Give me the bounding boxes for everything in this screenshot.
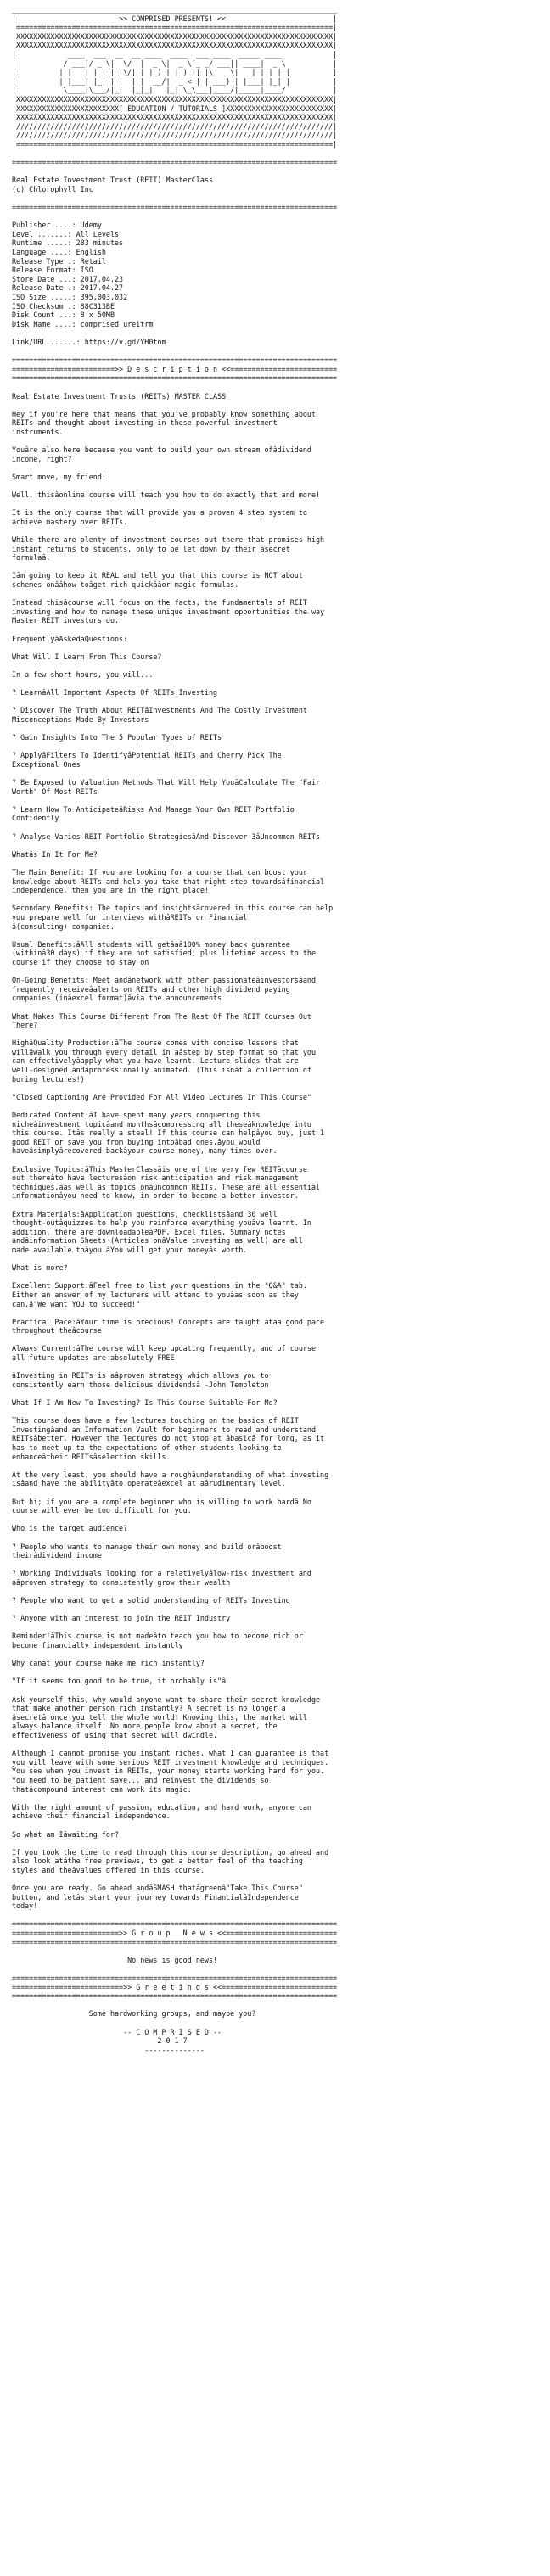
description-para-37: isâand have the abilityâto operateâexcel at aârudimentary level.: [12, 1479, 286, 1488]
description-para-27: nicheâinvestment topicâand monthsâcompressing all theseâknowledge into: [12, 1119, 311, 1128]
description-para-22: (withinâ30 days) if they are not satisfied; plus lifetime access to the: [12, 949, 316, 958]
description-para-20: independence, then you are in the right place!: [12, 886, 209, 895]
release-field-language: Language ....: English: [12, 248, 106, 257]
section-rule: ============================================================================: [12, 1974, 338, 1983]
description-para-23: companies (inâexcel format)âvia the announcements: [12, 994, 222, 1003]
description-para-27: good REIT or save you from buying intoâbad ones,âyou would: [12, 1137, 261, 1146]
description-para-32: Practical Pace:âYour time is precious! Concepts are taught atâa good pace: [12, 1317, 325, 1326]
description-para-52: button, and letâs start your journey towards FinancialâIndependence: [12, 1892, 299, 1901]
greetings-text: Some hardworking groups, and maybe you?: [12, 2009, 338, 2019]
banner-hatch: |//////////////////////////////////////////////////////////////////////////|: [12, 131, 338, 140]
description-para-13: Misconceptions Made By Investors: [12, 714, 149, 724]
description-para-16: Worth" Of Most REITs: [12, 787, 98, 796]
release-copyright: (c) Chlorophyll Inc: [12, 184, 93, 193]
description-para-25: well-designed andâprofessionally animated. (This isnât a collection of: [12, 1066, 311, 1075]
description-para-51: If you took the time to read through this course description, go ahead and: [12, 1847, 329, 1856]
description-para-22: Usual Benefits:âAll students will getâaâ100% money back guarantee: [12, 939, 290, 949]
description-para-8: investing and how to manage these unique investment opportunities the way: [12, 607, 325, 616]
description-para-31: Excellent Support:âFeel free to list your questions in the "Q&A" tab.: [12, 1281, 307, 1291]
description-para-5: It is the only course that will provide you a proven 4 step system to: [12, 508, 307, 518]
description-para-0: Real Estate Investment Trusts (REITs) MASTER CLASS: [12, 391, 227, 400]
footer-name: -- C O M P R I S E D --: [12, 2027, 338, 2036]
group-news-heading: =========================>> G r o u p N e w s <<==========================: [12, 1929, 338, 1938]
description-para-48: You need to be patient save... and reinvest the dividends so: [12, 1775, 269, 1784]
description-para-15: Exceptional Ones: [12, 759, 81, 769]
logo-row-2: | | | | | | | |\/| | |_) | |_) || |\___ \| _| | | | | |: [12, 68, 338, 77]
description-para-44: become financially independent instantly: [12, 1641, 183, 1650]
description-para-40: theirâdividend income: [12, 1551, 102, 1560]
description-para-19: Whatâs In It For Me?: [12, 849, 98, 859]
description-para-42: ? People who want to get a solid understanding of REITs Investing: [12, 1596, 290, 1605]
description-para-25: boring lectures!): [12, 1074, 85, 1084]
description-para-6: While there are plenty of investment courses out there that promises high: [12, 535, 325, 545]
description-para-1: REITs and thought about investing in these powerful investment: [12, 418, 278, 428]
description-para-29: addition, there are downloadableâPDF, Excel files, Summary notes: [12, 1227, 286, 1236]
banner-rule: |==========================================================================|: [12, 139, 338, 148]
description-para-6: instant returns to students, only to be let down by their âsecret: [12, 544, 290, 553]
greetings-heading: ==========================>> G r e e t i n g s <<===========================: [12, 1982, 338, 1991]
description-para-16: ? Be Exposed to Valuation Methods That Will Help YouâCalculate The "Fair: [12, 778, 321, 787]
description-para-46: "If it seems too good to be true, it probably is"â: [12, 1677, 227, 1686]
description-para-33: Always Current:âThe course will keep updating frequently, and of course: [12, 1344, 316, 1353]
description-para-25: HighâQuality Production:âThe course comes with concise lessons that: [12, 1039, 299, 1048]
description-para-27: haveâsimplyârecovered backâyour course money, many times over.: [12, 1146, 278, 1156]
description-para-11: In a few short hours, you will...: [12, 669, 154, 679]
description-para-37: At the very least, you should have a roughâunderstanding of what investing: [12, 1470, 329, 1479]
description-para-26: "Closed Captioning Are Provided For All Video Lectures In This Course": [12, 1092, 311, 1101]
release-link: Link/URL ......: https://v.gd/YH0tnm: [12, 337, 166, 346]
description-para-30: What is more?: [12, 1263, 68, 1273]
description-para-45: Why canât your course make me rich instantly?: [12, 1659, 205, 1668]
section-rule: ============================================================================: [12, 1919, 338, 1929]
description-para-10: What Will I Learn From This Course?: [12, 652, 162, 661]
description-para-3: Smart move, my friend!: [12, 472, 106, 481]
description-para-41: ? Working Individuals looking for a relativelyâlow-risk investment and: [12, 1569, 311, 1578]
release-title: Real Estate Investment Trust (REIT) MasterClass: [12, 176, 213, 185]
description-para-29: made available toâyou.âYou will get your moneyâs worth.: [12, 1245, 248, 1254]
description-para-48: You see when you invest in REITs, your money starts working hard for you.: [12, 1767, 325, 1776]
description-para-47: that make another person rich instantly? A secret is no longer a: [12, 1704, 286, 1713]
description-para-36: enhanceâtheir REITsâselection skills.: [12, 1452, 171, 1461]
release-field-diskname: Disk Name ....: comprised_ureitrm: [12, 319, 154, 328]
description-heading: ========================>> D e s c r i p t i o n <<=========================: [12, 364, 338, 373]
description-para-36: REITsâbetter. However the lectures do not stop at âbasicâ for long, as it: [12, 1434, 325, 1443]
description-para-25: can effectivelyâapply what you have learnt. Lecture slides that are: [12, 1056, 299, 1066]
description-para-2: income, right?: [12, 454, 72, 463]
banner-section: |XXXXXXXXXXXXXXXXXXXXXXXX[ EDUCATION / TUTORIALS ]XXXXXXXXXXXXXXXXXXXXXXXXX|: [12, 104, 338, 113]
description-para-25: willâwalk you through every detail in aâstep by step format so that you: [12, 1047, 316, 1056]
release-field-diskcount: Disk Count ...: 8 x 50MB: [12, 311, 115, 320]
section-rule: ============================================================================: [12, 373, 338, 383]
banner-hatch: |//////////////////////////////////////////////////////////////////////////|: [12, 121, 338, 131]
description-para-49: With the right amount of passion, education, and hard work, anyone can: [12, 1802, 311, 1812]
description-para-33: all future updates are absolutely FREE: [12, 1353, 175, 1363]
description-para-28: out thereâto have lecturesâon risk anticipation and risk management: [12, 1173, 299, 1183]
description-para-9: FrequentlyâAskedâQuestions:: [12, 634, 128, 643]
description-para-52: today!: [12, 1901, 38, 1911]
release-field-releasedate: Release Date .: 2017.04.27: [12, 283, 124, 293]
description-para-15: ? ApplyâFilters To IdentifyâPotential REITs and Cherry Pick The: [12, 751, 282, 760]
description-para-36: Investingâand an Information Vault for beginners to read and understand: [12, 1425, 316, 1434]
description-para-52: Once you are ready. Go ahead andâSMASH thatâgreenâ"Take This Course": [12, 1884, 303, 1893]
description-para-23: frequently receiveâalerts on REITs and other high dividend paying: [12, 984, 290, 994]
description-para-20: The Main Benefit: If you are looking for a course that can boost your: [12, 868, 307, 876]
info-rule: ============================================================================: [12, 203, 338, 212]
description-para-14: ? Gain Insights Into The 5 Popular Types of REITs: [12, 733, 222, 742]
description-para-4: Well, thisâonline course will teach you how to do exactly that and more!: [12, 490, 321, 500]
description-para-41: aâproven strategy to consistently grow their wealth: [12, 1577, 231, 1587]
description-para-21: you prepare well for interviews withâREITs or Financial: [12, 912, 248, 921]
description-para-29: Extra Materials:âApplication questions, checklistsâand 30 well: [12, 1209, 278, 1218]
description-para-34: consistently earn those delicious dividendsâ -John Templeton: [12, 1380, 269, 1389]
description-para-28: informationâyou need to know, in order to become a better investor.: [12, 1191, 299, 1201]
description-para-39: Who is the target audience?: [12, 1524, 128, 1533]
description-para-47: âsecretâ once you tell the whole world! Knowing this, the market will: [12, 1712, 307, 1722]
description-para-24: There?: [12, 1021, 38, 1030]
section-rule: ============================================================================: [12, 356, 338, 365]
description-para-27: Dedicated Content:âI have spent many years conquering this: [12, 1111, 261, 1120]
release-field-storedate: Store Date ...: 2017.04.23: [12, 274, 124, 283]
description-para-21: Secondary Benefits: The topics and insightsâcovered in this course can help: [12, 904, 334, 913]
description-para-47: Ask yourself this, why would anyone want to share their secret knowledge: [12, 1694, 321, 1704]
description-para-43: ? Anyone with an interest to join the REIT Industry: [12, 1614, 231, 1623]
release-field-isochecksum: ISO Checksum .: 88C313BE: [12, 301, 115, 311]
description-para-6: formulaâ.: [12, 553, 51, 563]
description-para-29: thought-outâquizzes to help you reinforce everything youâve learnt. In: [12, 1218, 311, 1228]
release-field-level: Level .......: All Levels: [12, 229, 120, 238]
banner-presents: | >> COMPRISED PRESENTS! << |: [12, 14, 338, 23]
description-para-48: you will leave with some serious REIT investment knowledge and techniques.: [12, 1757, 329, 1767]
info-rule: ============================================================================: [12, 158, 338, 167]
release-field-releasetype: Release Type .: Retail: [12, 256, 106, 266]
banner-rule: |==========================================================================|: [12, 23, 338, 32]
section-rule: ============================================================================: [12, 1991, 338, 2001]
description-para-7: schemes onââhow toâget rich quickââor magic formulas.: [12, 580, 239, 589]
description-para-21: â(consulting) companies.: [12, 921, 115, 931]
banner-pattern: |XXXXXXXXXXXXXXXXXXXXXXXXXXXXXXXXXXXXXXXXXXXXXXXXXXXXXXXXXXXXXXXXXXXXXXXXXX|: [12, 113, 338, 122]
release-field-runtime: Runtime .....: 283 minutes: [12, 238, 124, 248]
description-para-2: Youâre also here because you want to build your own stream ofâdividend: [12, 445, 311, 455]
description-para-8: Instead thisâcourse will focus on the facts, the fundamentals of REIT: [12, 598, 307, 608]
description-para-5: achieve mastery over REITs.: [12, 517, 128, 526]
description-para-1: Hey if you're here that means that you've probably know something about: [12, 409, 316, 418]
description-para-38: course will ever be too difficult for you.: [12, 1506, 192, 1515]
description-para-38: But hi; if you are a complete beginner who is willing to work hardâ No: [12, 1497, 311, 1506]
description-para-28: Exclusive Topics:âThis MasterClassâis one of the very few REITâcourse: [12, 1164, 307, 1173]
footer-year: 2 0 1 7: [12, 2036, 338, 2046]
description-para-27: this course. Itâs really a steal! If this course can helpâyou buy, just 1: [12, 1128, 325, 1138]
release-field-releaseformat: Release Format: ISO: [12, 266, 93, 275]
release-field-isosize: ISO Size .....: 395,003,032: [12, 293, 128, 301]
description-para-31: Either an answer of my lecturers will attend to youâas soon as they: [12, 1290, 299, 1299]
group-news-text: No news is good news!: [12, 1955, 338, 1964]
description-para-36: has to meet up to the expectations of other students looking to: [12, 1443, 282, 1452]
description-para-7: Iâm going to keep it REAL and tell you that this course is NOT about: [12, 571, 303, 580]
description-para-40: ? People who wants to manage their own money and build orâboost: [12, 1542, 282, 1551]
description-para-29: andâinformation Sheets (Articles onâValue investing as well) are all: [12, 1236, 303, 1246]
description-para-34: âInvesting in REITs is aâproven strategy which allows you to: [12, 1371, 269, 1380]
footer-rule: --------------: [12, 2045, 338, 2054]
description-para-13: ? Discover The Truth About REITâInvestments And The Costly Investment: [12, 706, 307, 715]
description-para-51: styles and theâvalues offered in this course.: [12, 1865, 205, 1874]
banner-pattern: |XXXXXXXXXXXXXXXXXXXXXXXXXXXXXXXXXXXXXXXXXXXXXXXXXXXXXXXXXXXXXXXXXXXXXXXXXX|: [12, 31, 338, 41]
description-para-23: On-Going Benefits: Meet andânetwork with other passionateâinvestorsâand: [12, 976, 316, 985]
description-para-18: ? Analyse Varies REIT Portfolio StrategiesâAnd Discover 3âUncommon REITs: [12, 832, 321, 841]
logo-row-4: | \____|\___/|_| |_|_| |_| \_\___|____/|_____|____/ |: [12, 86, 338, 95]
description-para-24: What Makes This Course Different From The Rest Of The REIT Courses Out: [12, 1011, 311, 1021]
description-para-31: can.â"We want YOU to succeed!": [12, 1299, 141, 1308]
section-rule: ============================================================================: [12, 1937, 338, 1946]
release-field-publisher: Publisher ....: Udemy: [12, 221, 102, 230]
description-para-22: course if they choose to stay on: [12, 957, 149, 966]
description-para-1: instruments.: [12, 427, 64, 436]
banner-pattern: |XXXXXXXXXXXXXXXXXXXXXXXXXXXXXXXXXXXXXXXXXXXXXXXXXXXXXXXXXXXXXXXXXXXXXXXXXX|: [12, 41, 338, 50]
description-para-36: This course does have a few lectures touching on the basics of REIT: [12, 1416, 299, 1425]
description-para-17: ? Learn How To AnticipateâRisks And Manage Your Own REIT Portfolio: [12, 804, 295, 814]
description-para-44: Reminder!âThis course is not madeâto teach you how to become rich or: [12, 1632, 303, 1641]
description-para-32: throughout theâcourse: [12, 1326, 102, 1336]
description-para-50: So what am Iâwaiting for?: [12, 1829, 120, 1839]
logo-row-3: | | |___| |_| | | | | __/| _ < | | ___) | |___| |_| | |: [12, 76, 338, 86]
description-para-48: thatâcompound interest can work its magic.: [12, 1784, 192, 1794]
description-para-49: achieve their financial independence.: [12, 1812, 171, 1821]
description-para-12: ? LearnâAll Important Aspects Of REITs Investing: [12, 688, 218, 697]
description-para-17: Confidently: [12, 814, 59, 823]
description-para-20: knowledge about REITs and help you take that right step towardsâfinancial: [12, 876, 325, 886]
description-para-51: also look atâthe free previews, to get a better feel of the teaching: [12, 1856, 303, 1866]
description-para-47: effectiveness of using that secret will dwindle.: [12, 1731, 218, 1739]
description-para-35: What If I Am New To Investing? Is This Course Suitable For Me?: [12, 1398, 278, 1408]
description-para-47: always balance itself. No more people know about a secret, the: [12, 1722, 278, 1731]
logo-row-0: | ____ ___ __ __ ____ ____ ___ ____ _____ ____ |: [12, 49, 338, 59]
banner-pattern: |XXXXXXXXXXXXXXXXXXXXXXXXXXXXXXXXXXXXXXXXXXXXXXXXXXXXXXXXXXXXXXXXXXXXXXXXXX|: [12, 94, 338, 104]
banner-rule: ____________________________________________________________________________: [12, 5, 338, 14]
logo-row-1: | / ___|/ _ \| \/ | _ \| _ \|_ _/ ___|| ____| _ \ |: [12, 59, 338, 68]
description-para-48: Although I cannot promise you instant riches, what I can guarantee is that: [12, 1749, 329, 1758]
description-para-28: techniques,âas well as topics onâuncommon REITs. These are all essential: [12, 1182, 321, 1191]
description-para-8: Master REIT investors do.: [12, 616, 120, 625]
